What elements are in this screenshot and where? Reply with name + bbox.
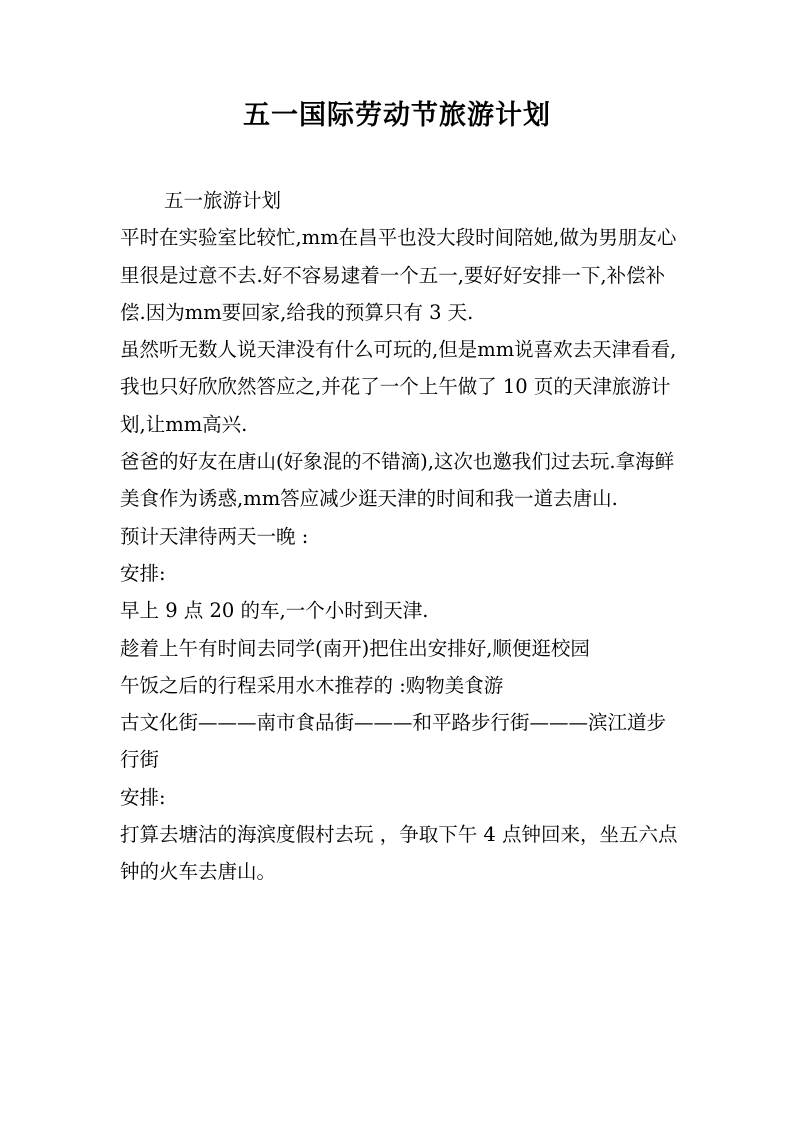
- paragraph: 平时在实验室比较忙,mm在昌平也没大段时间陪她,做为男朋友心里很是过意不去.好不容易逮着一个五一,要好好安排一下,补偿补偿.因为mm要回家,给我的预算只有 3 天.: [120, 226, 677, 324]
- paragraph: 打算去塘沽的海滨度假村去玩 ，争取下午 4 点钟回来，坐五六点钟的火车去唐山。: [120, 823, 678, 884]
- paragraph: 趁着上午有时间去同学(南开)把住出安排好,顺便逛校园: [120, 636, 590, 660]
- paragraph: 早上 9 点 20 的车,一个小时到天津.: [120, 599, 429, 623]
- paragraph: 午饭之后的行程采用水木推荐的 :购物美食游: [120, 673, 504, 697]
- paragraph: 安排:: [120, 561, 166, 585]
- paragraph: 安排:: [120, 785, 166, 809]
- page-title: 五一国际劳动节旅游计划: [243, 100, 551, 131]
- paragraph: 爸爸的好友在唐山(好象混的不错滴),这次也邀我们过去玩.拿海鲜美食作为诱惑,mm答应减少逛天津的时间和我一道去唐山.: [120, 450, 675, 511]
- document-body: [120, 182, 680, 891]
- section-heading: 五一旅游计划: [164, 189, 282, 212]
- paragraph: 虽然听无数人说天津没有什么可玩的,但是mm说喜欢去天津看看,我也只好欣欣然答应之,并花了一个上午做了 10 页的天津旅游计划,让mm高兴.: [120, 338, 677, 436]
- paragraph: 预计天津待两天一晚 :: [120, 524, 309, 548]
- paragraph: 古文化街———南市食品街———和平路步行街———滨江道步行街: [120, 711, 667, 772]
